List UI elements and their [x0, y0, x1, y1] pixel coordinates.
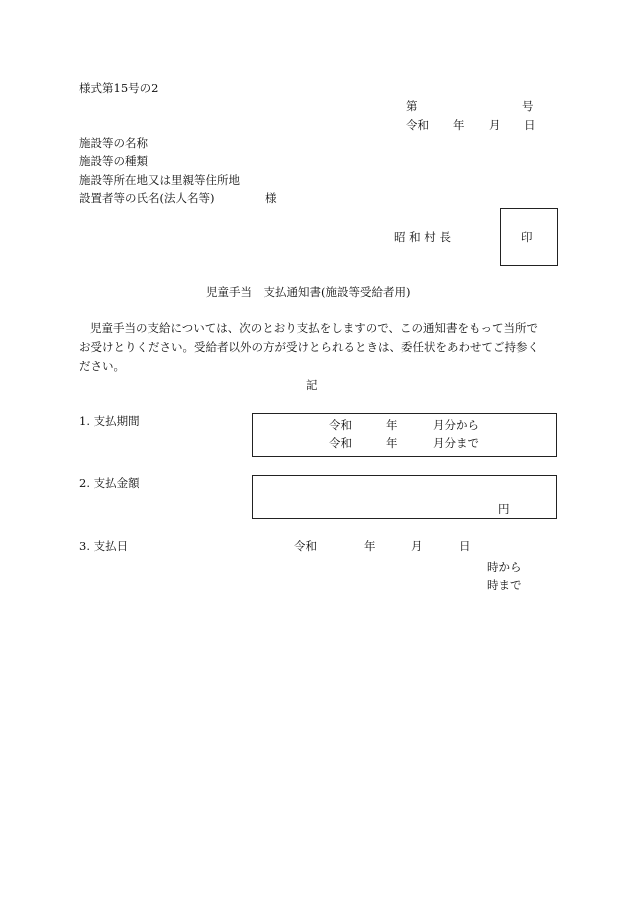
- document-number-suffix: 号: [522, 99, 534, 113]
- period-to-suffix: 月分まで: [433, 436, 479, 450]
- period-to-year: 年: [386, 436, 398, 450]
- period-label: 1. 支払期間: [79, 414, 140, 428]
- issue-date-day: 日: [524, 118, 536, 132]
- payment-date-month: 月: [411, 539, 423, 553]
- period-from-era: 令和: [329, 418, 352, 432]
- period-from-year: 年: [386, 418, 398, 432]
- body-line-1: 児童手当の支給については、次のとおり支払をしますので、この通知書をもって当所で: [90, 321, 539, 335]
- facility-name-label: 施設等の名称: [79, 136, 148, 150]
- issuer-title: 昭 和 村 長: [394, 230, 451, 244]
- seal-label: 印: [521, 230, 533, 244]
- payment-date-label: 3. 支払日: [79, 539, 129, 553]
- form-number: 様式第15号の2: [79, 81, 159, 95]
- body-line-3: ださい。: [79, 359, 125, 373]
- issue-date-year: 年: [453, 118, 465, 132]
- payment-time-from: 時から: [487, 560, 522, 574]
- payment-date-year: 年: [364, 539, 376, 553]
- payment-date-day: 日: [459, 539, 471, 553]
- document-title: 児童手当 支払通知書(施設等受給者用): [206, 285, 411, 299]
- founder-name-label: 設置者等の氏名(法人名等): [79, 191, 215, 205]
- seal-box: [500, 208, 558, 266]
- honorific: 様: [265, 191, 277, 205]
- amount-box: [252, 475, 557, 519]
- amount-label: 2. 支払金額: [79, 476, 140, 490]
- amount-unit: 円: [498, 502, 510, 516]
- period-from-suffix: 月分から: [433, 418, 479, 432]
- document-number-prefix: 第: [406, 99, 418, 113]
- issue-date-era: 令和: [406, 118, 429, 132]
- ki-mark: 記: [306, 378, 318, 392]
- period-to-era: 令和: [329, 436, 352, 450]
- facility-address-label: 施設等所在地又は里親等住所地: [79, 173, 240, 187]
- period-box: [252, 413, 557, 457]
- issue-date-month: 月: [489, 118, 501, 132]
- body-line-2: お受けとりください。受給者以外の方が受けとられるときは、委任状をあわせてご持参く: [79, 340, 539, 354]
- payment-time-to: 時まで: [487, 578, 522, 592]
- facility-type-label: 施設等の種類: [79, 154, 148, 168]
- payment-date-era: 令和: [294, 539, 317, 553]
